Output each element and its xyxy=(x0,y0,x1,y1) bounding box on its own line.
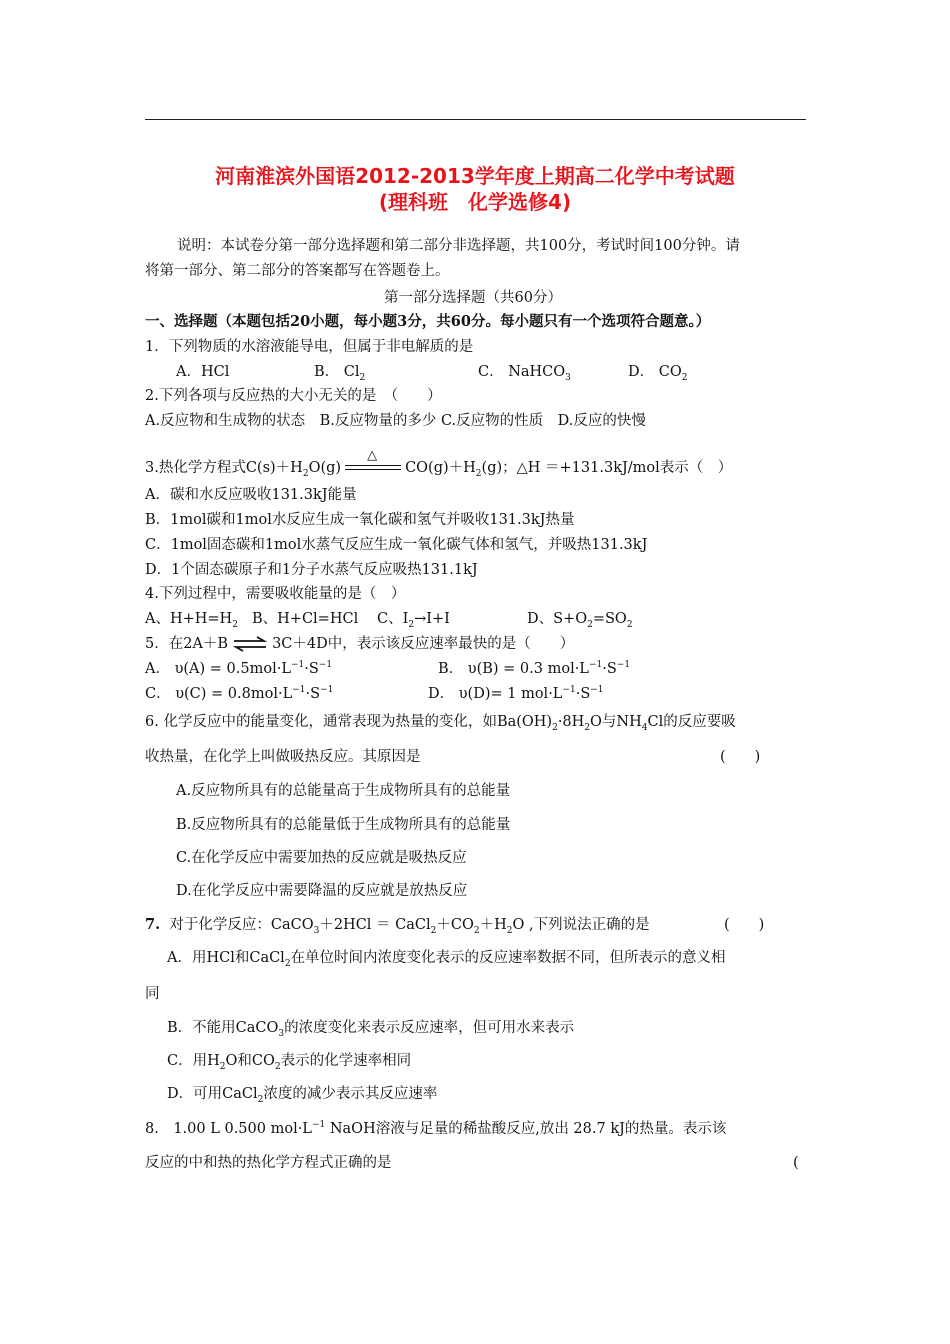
q5-option-b: B． υ(B) = 0.3 $mol\cdot L^{-1}\cdot S^{-1}$ xyxy=(438,660,631,677)
q5-option-c: C． $\upsilon(C) = 0.8mol\cdot L^{-1}\cdot S^{-1}$ xyxy=(145,685,334,702)
q8-stem-line-1: 8. 1.00 L 0.500 $mol\cdot L^{-1}$ NaOH溶液与足量的稀盐酸反应,放出 28.7 kJ的热量。表示该 xyxy=(145,1120,727,1137)
section-heading: 一、选择题（本题包括20小题，每小题3分，共60分。每小题只有一个选项符合题意。） xyxy=(145,313,711,330)
q3-option-b: B．1mol碳和1mol水反应生成一氧化碳和氢气并吸收131.3kJ热量 xyxy=(145,512,575,528)
q6-option-a: A.反应物所具有的总能量高于生成物所具有的总能量 xyxy=(176,783,511,799)
q1-option-a: A．HCl xyxy=(176,364,230,380)
q1-stem: 1．下列物质的水溶液能导电，但属于非电解质的是 xyxy=(145,339,474,355)
q5-stem: 5．在2A＋B 3C＋4D中，表示该反应速率最快的是（ ） xyxy=(145,636,575,652)
q3-option-c: C．1mol固态碳和1mol水蒸气反应生成一氧化碳气体和氢气，并吸热131.3kJ xyxy=(145,537,648,553)
intro-line-2: 将第一部分、第二部分的答案都写在答题卷上。 xyxy=(145,263,450,279)
q5-option-d: D． υ(D)= 1 $mol\cdot L^{-1}\cdot S^{-1}$ xyxy=(428,685,604,702)
reversible-arrow-icon xyxy=(232,636,268,652)
q7-option-a: A．用HCl和CaCl$_2$在单位时间内浓度变化表示的反应速率数据不同，但所表示的意义相 xyxy=(167,950,726,969)
q3-stem: 3.热化学方程式$C(s)+H_2O(g)$ △ $CO(g)+H_2(g)$；△H ＝+131.3kJ/mol表示（ ） xyxy=(145,448,733,479)
title-line-2: (理科班 化学选修4) xyxy=(378,190,572,214)
q7-option-b: B．不能用CaCO$_3$的浓度变化来表示反应速率，但可用水来表示 xyxy=(167,1020,575,1039)
q3-option-a: A．碳和水反应吸收131.3kJ能量 xyxy=(145,487,357,503)
q7-option-c: C．用$H_2O$和$CO_2$表示的化学速率相同 xyxy=(167,1053,412,1072)
q4-option-a: A、$H+H=H_2$ xyxy=(145,611,238,630)
q6-stem-line-1: 6. 化学反应中的能量变化，通常表现为热量的变化，如$Ba(OH)_2\cdot 8H_2O$与$NH_4Cl$的反应要吸 xyxy=(145,714,736,733)
q1-option-d: D． $CO_2$ xyxy=(628,364,688,383)
q4-option-b: B、H+Cl=HCl xyxy=(252,611,359,627)
q4-option-d: D、$S+O_2=SO_2$ xyxy=(527,611,633,630)
heat-equilibrium-arrow: △ xyxy=(343,458,403,478)
q7-option-d: D．可用CaCl$_2$浓度的减少表示其反应速率 xyxy=(167,1086,438,1105)
q4-option-c: C、$I_2\to I+I$ xyxy=(377,611,450,630)
q2-stem: 2.下列各项与反应热的大小无关的是 （ ） xyxy=(145,388,442,404)
q3-option-d: D．1个固态碳原子和1分子水蒸气反应吸热131.1kJ xyxy=(145,562,478,578)
part1-heading: 第一部分选择题（共60分） xyxy=(384,290,562,306)
q4-stem: 4.下列过程中，需要吸收能量的是（ ） xyxy=(145,586,406,602)
q8-answer-paren: ( xyxy=(793,1155,799,1171)
q6-stem-line-2: 收热量，在化学上叫做吸热反应。其原因是 xyxy=(145,749,421,765)
header-rule xyxy=(145,119,806,120)
q6-option-d: D.在化学反应中需要降温的反应就是放热反应 xyxy=(176,883,468,899)
title-line-1: 河南淮滨外国语2012-2013学年度上期高二化学中考试题 xyxy=(215,164,735,188)
q5-option-a: A． $\upsilon(A) = 0.5mol\cdot L^{-1}\cdot S^{-1}$ xyxy=(145,660,333,677)
intro-line-1: 说明：本试卷分第一部分选择题和第二部分非选择题，共100分，考试时间100分钟。请 xyxy=(177,238,740,254)
q7-option-a-cont: 同 xyxy=(145,986,160,1002)
q8-stem-line-2: 反应的中和热的热化学方程式正确的是 xyxy=(145,1155,392,1171)
q7-stem: 7. 对于化学反应：CaCO$_3$＋2HCl ＝ $CaCl_2+CO_2+H_2O$ ,下列说法正确的是 xyxy=(145,916,650,936)
q6-option-c: C.在化学反应中需要加热的反应就是吸热反应 xyxy=(176,850,467,866)
q1-option-b: B． $Cl_2$ xyxy=(314,364,366,383)
q6-option-b: B.反应物所具有的总能量低于生成物所具有的总能量 xyxy=(176,817,511,833)
q7-answer-paren: ( ) xyxy=(724,917,765,933)
q6-answer-paren: ( ) xyxy=(720,749,761,765)
q1-option-c: C． NaHCO$_3$ xyxy=(478,364,571,383)
q2-options: A.反应物和生成物的状态 B.反应物量的多少 C.反应物的性质 D.反应的快慢 xyxy=(145,413,646,429)
